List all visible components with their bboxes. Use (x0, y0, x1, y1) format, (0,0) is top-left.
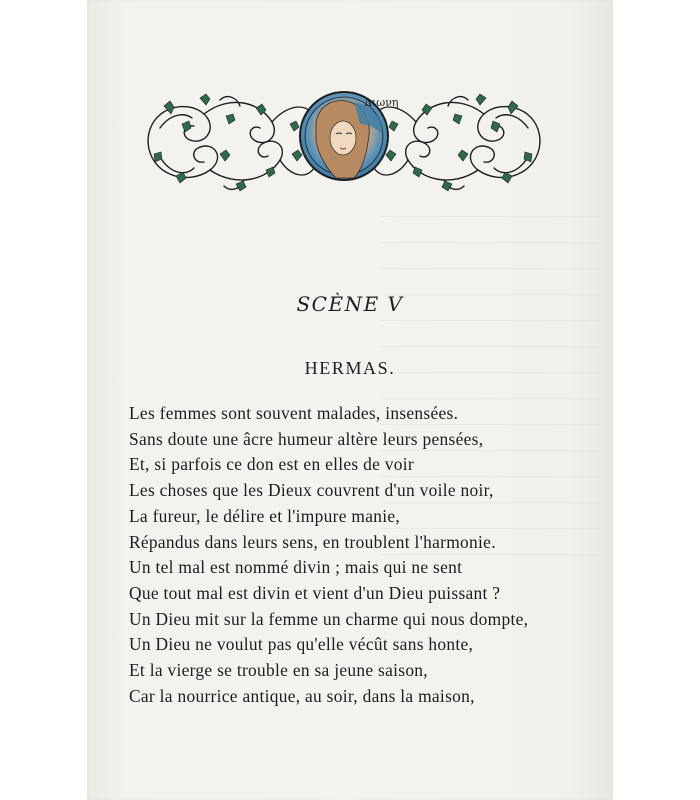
verse-line: Les choses que les Dieux couvrent d'un voile noir, (129, 480, 494, 501)
verse-line: Répandus dans leurs sens, en troublent l'harmonie. (129, 531, 496, 552)
verse-line: Que tout mal est divin et vient d'un Dieu puissant ? (129, 582, 501, 603)
verse-line: Et la vierge se trouble en sa jeune saison, (129, 660, 428, 681)
verse-block (129, 401, 599, 709)
verse-line: La fureur, le délire et l'impure manie, (129, 505, 401, 526)
medallion-inscription: Διωνη (364, 96, 399, 109)
verse-line: Un Dieu ne voulut pas qu'elle vécût sans honte, (129, 634, 474, 655)
verse-line: Sans doute une âcre humeur altère leurs pensées, (129, 428, 484, 449)
speaker-name: HERMAS. (304, 358, 396, 378)
verse-line: Un tel mal est nommé divin ; mais qui ne sent (129, 557, 463, 578)
scene-title: SCÈNE V (296, 292, 404, 316)
verse-line: Et, si parfois ce don est en elles de voir (129, 454, 414, 475)
headpiece-ornament (140, 84, 548, 196)
verse-line: Car la nourrice antique, au soir, dans la maison, (129, 685, 475, 706)
verse-line: Les femmes sont souvent malades, insensées. (129, 403, 459, 423)
verse-line: Un Dieu mit sur la femme un charme qui nous dompte, (129, 608, 529, 629)
